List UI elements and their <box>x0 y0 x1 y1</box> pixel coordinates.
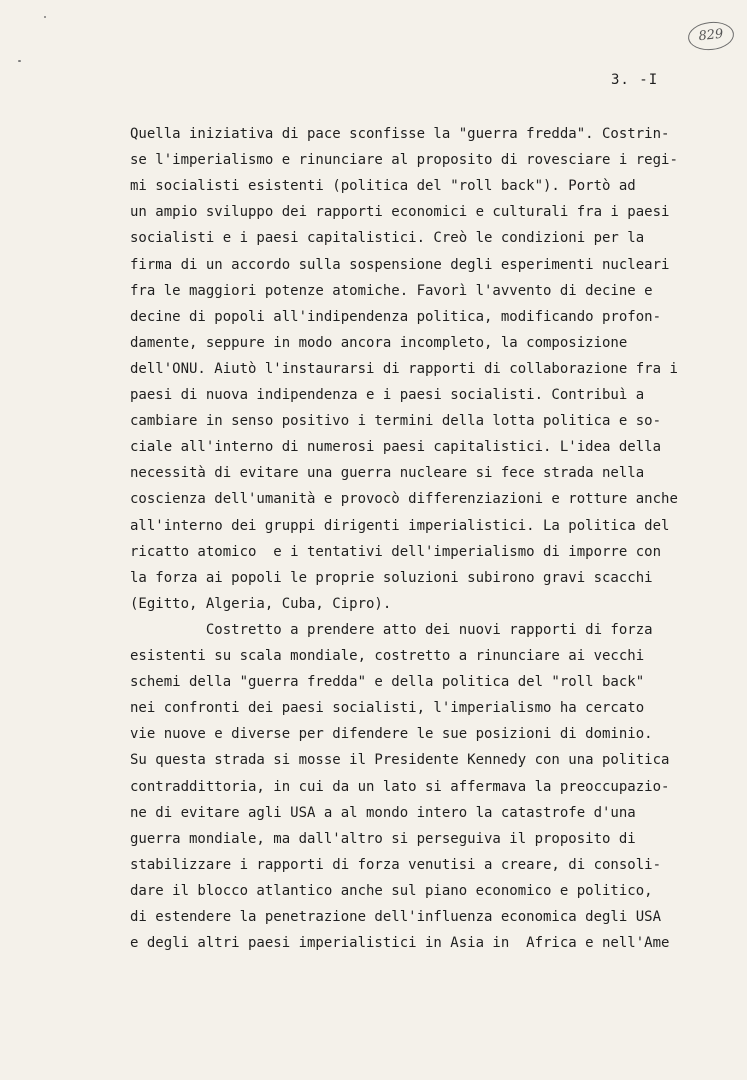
text-line: schemi della "guerra fredda" e della politica del "roll back" <box>130 674 645 691</box>
text-line: dell'ONU. Aiutò l'instaurarsi di rapporti di collaborazione fra i <box>130 360 678 377</box>
text-line: dare il blocco atlantico anche sul piano economico e politico, <box>130 882 653 899</box>
text-line: firma di un accordo sulla sospensione degli esperimenti nucleari <box>130 256 670 273</box>
text-line: nei confronti dei paesi socialisti, l'imperialismo ha cercato <box>130 700 645 717</box>
text-line: socialisti e i paesi capitalistici. Creò le condizioni per la <box>130 230 645 247</box>
text-line: se l'imperialismo e rinunciare al proposito di rovesciare i regi- <box>130 152 678 169</box>
text-line: ricatto atomico e i tentativi dell'imperialismo di imporre con <box>130 543 662 560</box>
text-line: fra le maggiori potenze atomiche. Favorì l'avvento di decine e <box>130 282 653 299</box>
text-line: all'interno dei gruppi dirigenti imperialistici. La politica del <box>130 517 670 534</box>
text-line: paesi di nuova indipendenza e i paesi socialisti. Contribuì a <box>130 387 645 403</box>
text-line: necessità di evitare una guerra nucleare si fece strada nella <box>130 465 645 482</box>
page-number: 3. -I <box>611 72 659 88</box>
text-line: la forza ai popoli le proprie soluzioni subirono gravi scacchi <box>130 569 653 586</box>
text-line: un ampio sviluppo dei rapporti economici e culturali fra i paesi <box>130 204 670 221</box>
text-line: stabilizzare i rapporti di forza venutisi a creare, di consoli- <box>130 856 662 873</box>
text-line: ne di evitare agli USA a al mondo intero la catastrofe d'una <box>130 804 636 821</box>
text-line: e degli altri paesi imperialistici in Asia in Africa e nell'Ame <box>130 935 670 952</box>
text-line: Quella iniziativa di pace sconfisse la "guerra fredda". Costrin- <box>130 126 670 142</box>
text-line: esistenti su scala mondiale, costretto a rinunciare ai vecchi <box>130 648 645 664</box>
text-line: di estendere la penetrazione dell'influenza economica degli USA <box>130 909 662 925</box>
text-line: guerra mondiale, ma dall'altro si perseguiva il proposito di <box>130 830 636 847</box>
text-line: ciale all'interno di numerosi paesi capitalistici. L'idea della <box>130 439 662 456</box>
paper-speck <box>18 60 21 62</box>
text-line: damente, seppure in modo ancora incompleto, la composizione <box>130 334 628 351</box>
text-line: coscienza dell'umanità e provocò differenziazioni e rotture anche <box>130 491 678 508</box>
text-line: cambiare in senso positivo i termini della lotta politica e so- <box>130 413 662 430</box>
text-line: mi socialisti esistenti (politica del "roll back"). Portò ad <box>130 178 636 195</box>
text-line: decine di popoli all'indipendenza politica, modificando profon- <box>130 308 662 325</box>
paper-speck <box>44 16 46 18</box>
text-line: (Egitto, Algeria, Cuba, Cipro). <box>130 595 392 612</box>
archive-stamp: 829 <box>687 20 736 53</box>
text-line: vie nuove e diverse per difendere le sue posizioni di dominio. <box>130 726 653 743</box>
text-line: contraddittoria, in cui da un lato si affermava la preoccupazio- <box>130 778 670 795</box>
text-line: Costretto a prendere atto dei nuovi rapporti di forza <box>130 621 653 638</box>
text-line: Su questa strada si mosse il Presidente Kennedy con una politica <box>130 752 670 769</box>
